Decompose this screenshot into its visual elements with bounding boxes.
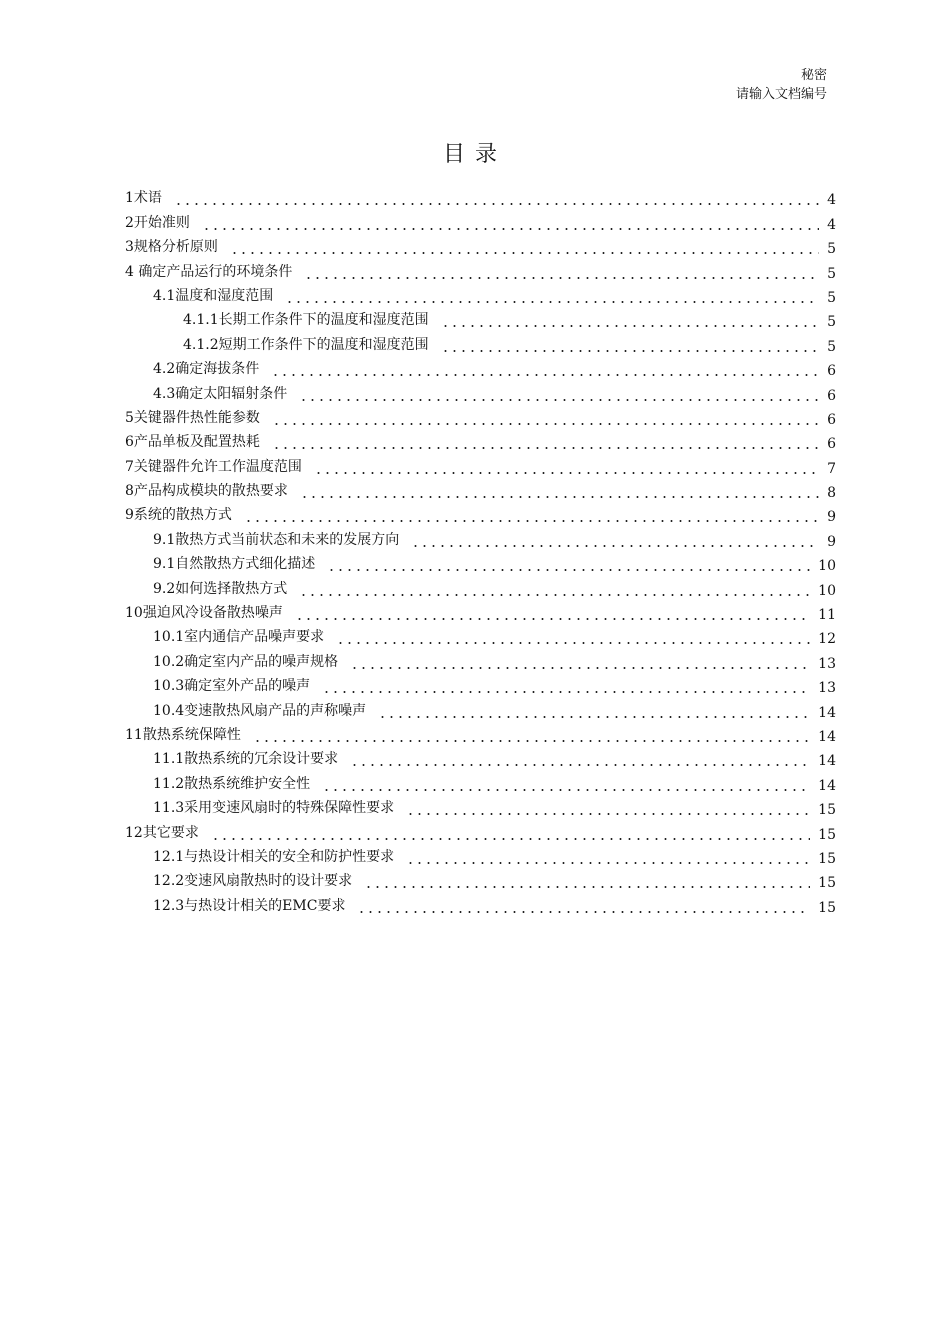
toc-entry-page-number: 9 [827,509,836,526]
toc-dot-leader [406,862,810,864]
toc-entry-title: 10.4变速散热风扇产品的声称噪声 [153,702,367,719]
toc-entry[interactable] [125,722,836,746]
toc-entry-page-number: 9 [827,533,836,550]
toc-entry-title: 11.1散热系统的冗余设计要求 [153,751,339,768]
toc-entry-title: 9.1散热方式当前状态和未来的发展方向 [153,531,400,548]
toc-entry-title: 10强迫风冷设备散热噪声 [125,605,283,622]
toc-dot-leader [202,228,819,230]
toc-entry-title: 9.1自然散热方式细化描述 [153,556,316,573]
toc-entry-title: 4 确定产品运行的环境条件 [125,263,293,280]
toc-entry[interactable] [125,331,836,355]
toc-entry-title: 10.2确定室内产品的噪声规格 [153,653,339,670]
toc-entry[interactable] [125,453,836,477]
toc-entry[interactable] [125,868,836,892]
toc-entry-page-number: 14 [818,753,836,770]
toc-dot-leader [230,252,819,254]
toc-dot-leader [295,618,810,620]
toc-entry-title: 12.1与热设计相关的安全和防护性要求 [153,848,395,865]
toc-dot-leader [314,472,819,474]
toc-entry[interactable] [125,209,836,233]
toc-dot-leader [357,911,810,913]
toc-entry-page-number: 13 [818,680,836,697]
toc-entry[interactable] [125,770,836,794]
toc-entry-title: 4.1.2短期工作条件下的温度和湿度范围 [183,336,429,353]
toc-title: 目录 [442,142,507,167]
toc-entry-title: 4.1.1长期工作条件下的温度和湿度范围 [183,312,429,329]
toc-entry[interactable] [125,746,836,770]
toc-entry-title: 11.3采用变速风扇时的特殊保障性要求 [153,800,395,817]
toc-dot-leader [300,496,819,498]
toc-entry[interactable] [125,307,836,331]
toc-entry-title: 1术语 [125,190,162,207]
document-header [736,66,827,104]
toc-entry-page-number: 6 [827,387,836,404]
toc-dot-leader [253,740,810,742]
toc-dot-leader [174,203,819,205]
toc-dot-leader [411,545,819,547]
toc-entry-page-number: 14 [818,777,836,794]
toc-entry[interactable] [125,429,836,453]
toc-entry-page-number: 11 [818,607,836,624]
toc-entry-title: 12.2变速风扇散热时的设计要求 [153,873,353,890]
toc-entry-title: 2开始准则 [125,214,190,231]
toc-entry[interactable] [125,356,836,380]
toc-entry-title: 5关键器件热性能参数 [125,409,260,426]
toc-entry-page-number: 15 [818,899,836,916]
toc-entry-page-number: 6 [827,363,836,380]
toc-dot-leader [336,642,810,644]
toc-entry-page-number: 14 [818,728,836,745]
classification-label: 秘密 [800,68,827,83]
toc-entry-page-number: 15 [818,802,836,819]
toc-dot-leader [441,325,819,327]
toc-dot-leader [322,691,810,693]
toc-dot-leader [244,520,819,522]
toc-entry[interactable] [125,283,836,307]
toc-entry[interactable] [125,185,836,209]
toc-entry-title: 9.2如何选择散热方式 [153,580,288,597]
document-number: 请输入文档编号 [735,87,827,102]
toc-entry[interactable] [125,234,836,258]
toc-entry-page-number: 5 [827,241,836,258]
toc-entry-page-number: 6 [827,411,836,428]
toc-entry-page-number: 10 [818,582,836,599]
toc-entry-title: 10.3确定室外产品的噪声 [153,678,311,695]
toc-dot-leader [285,301,819,303]
toc-dot-leader [406,813,810,815]
toc-entry[interactable] [125,673,836,697]
toc-entry[interactable] [125,526,836,550]
toc-entry-page-number: 4 [827,216,836,233]
toc-entry-page-number: 8 [827,485,836,502]
toc-entry[interactable] [125,380,836,404]
toc-entry[interactable] [125,258,836,282]
toc-entry-title: 3规格分析原则 [125,239,218,256]
toc-entry-page-number: 5 [827,314,836,331]
toc-dot-leader [272,423,819,425]
toc-entry-title: 11散热系统保障性 [125,726,241,743]
toc-dot-leader [271,374,819,376]
toc-dot-leader [299,594,810,596]
toc-entry-page-number: 4 [827,192,836,209]
toc-entry[interactable] [125,575,836,599]
toc-dot-leader [441,350,819,352]
toc-entry-page-number: 14 [818,704,836,721]
toc-entry-title: 4.3确定太阳辐射条件 [153,385,288,402]
toc-entry-page-number: 6 [827,436,836,453]
toc-entry[interactable] [125,478,836,502]
toc-entry-title: 12.3与热设计相关的EMC要求 [153,897,346,914]
toc-dot-leader [378,716,810,718]
toc-dot-leader [350,764,810,766]
toc-entry[interactable] [125,551,836,575]
toc-entry-title: 4.2确定海拔条件 [153,361,260,378]
toc-entry-page-number: 12 [818,631,836,648]
toc-entry-page-number: 13 [818,655,836,672]
toc-dot-leader [272,447,819,449]
toc-entry[interactable] [125,844,836,868]
toc-entry-title: 12其它要求 [125,824,199,841]
toc-entry[interactable] [125,624,836,648]
toc-dot-leader [364,886,810,888]
toc-entry[interactable] [125,892,836,916]
toc-entry[interactable] [125,502,836,526]
toc-entry-title: 6产品单板及配置热耗 [125,434,260,451]
toc-entry[interactable] [125,600,836,624]
toc-entry[interactable] [125,795,836,819]
toc-dot-leader [322,789,810,791]
toc-entry-page-number: 7 [827,460,836,477]
toc-entry[interactable] [125,405,836,429]
toc-entry-page-number: 5 [827,289,836,306]
toc-entry-page-number: 5 [827,338,836,355]
toc-entry-title: 4.1温度和湿度范围 [153,287,274,304]
toc-entry-title: 11.2散热系统维护安全性 [153,775,311,792]
toc-entry-title: 9系统的散热方式 [125,507,232,524]
toc-entry-page-number: 15 [818,850,836,867]
toc-entry-page-number: 15 [818,826,836,843]
toc-entry-page-number: 5 [827,265,836,282]
toc-entry-page-number: 15 [818,875,836,892]
table-of-contents [125,185,836,917]
toc-dot-leader [299,399,819,401]
toc-entry-title: 10.1室内通信产品噪声要求 [153,629,325,646]
toc-entry-title: 7关键器件允许工作温度范围 [125,458,302,475]
toc-entry[interactable] [125,697,836,721]
toc-dot-leader [327,569,810,571]
toc-entry[interactable] [125,648,836,672]
toc-dot-leader [350,667,810,669]
toc-dot-leader [211,838,810,840]
toc-entry-title: 8产品构成模块的散热要求 [125,483,288,500]
toc-dot-leader [304,277,819,279]
toc-entry-page-number: 10 [818,558,836,575]
toc-entry[interactable] [125,819,836,843]
